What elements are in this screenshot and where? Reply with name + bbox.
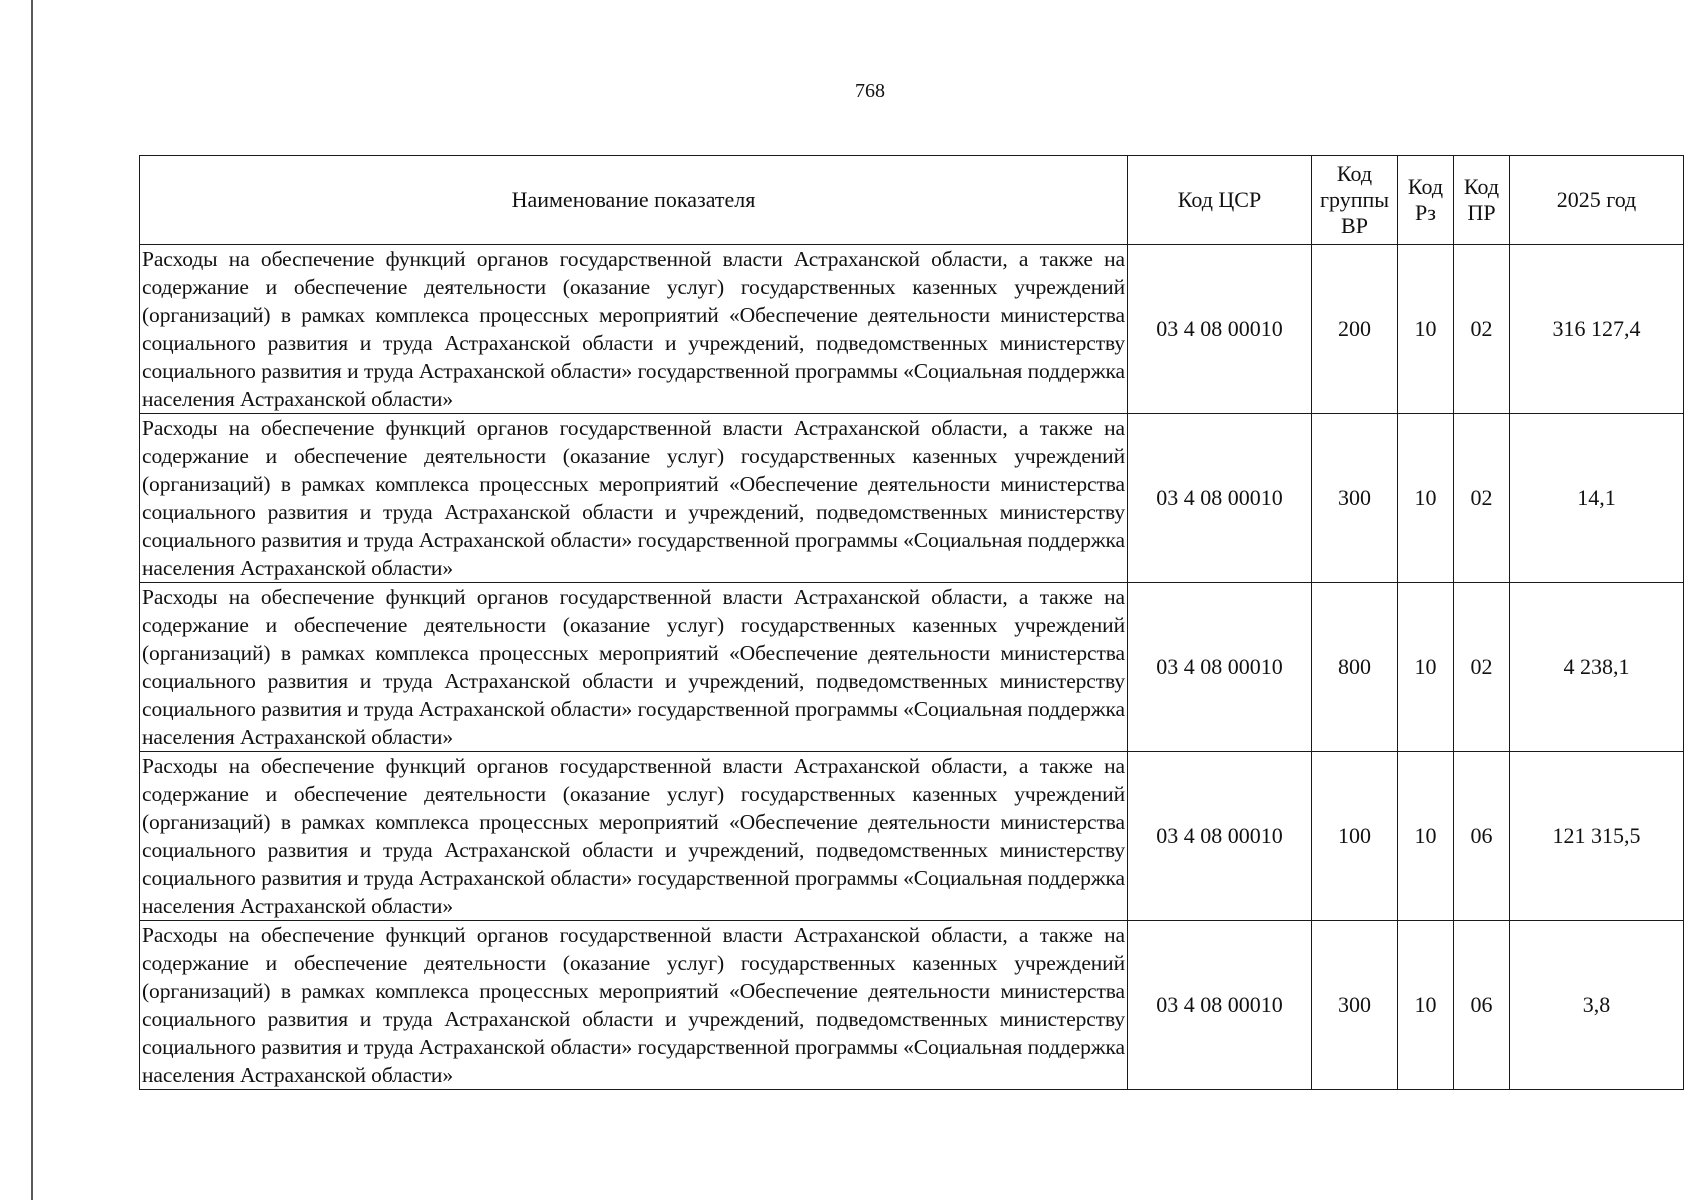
budget-table [139, 155, 1684, 1090]
row-amount: 4 238,1 [1510, 583, 1684, 752]
table-row [140, 245, 1684, 414]
scan-edge-line [31, 0, 33, 1200]
header-vr: Код группы ВР [1312, 156, 1398, 245]
row-amount: 121 315,5 [1510, 752, 1684, 921]
table-row [140, 752, 1684, 921]
row-vr: 200 [1312, 245, 1398, 414]
header-rz: Код Рз [1398, 156, 1454, 245]
header-row [140, 156, 1684, 245]
table-row [140, 583, 1684, 752]
row-pr: 06 [1454, 752, 1510, 921]
row-rz: 10 [1398, 414, 1454, 583]
row-pr: 02 [1454, 414, 1510, 583]
row-vr: 300 [1312, 414, 1398, 583]
row-vr: 100 [1312, 752, 1398, 921]
row-rz: 10 [1398, 583, 1454, 752]
row-amount: 3,8 [1510, 921, 1684, 1090]
row-amount: 316 127,4 [1510, 245, 1684, 414]
header-name: Наименование показателя [140, 156, 1128, 245]
row-csr: 03 4 08 00010 [1128, 583, 1312, 752]
table-row [140, 921, 1684, 1090]
table-header [140, 156, 1684, 245]
row-name: Расходы на обеспечение функций органов государственной власти Астраханской области, а также на содержание и обеспечение деятельности (оказание услуг) государственных казенных учреждений (организаций) в рамках комплекса процессных мероприятий «Обеспечение деятельности министерства социального развития и труда Астраханской области и учреждений, подведомственных министерству социального развития и труда Астраханской области» государственной программы «Социальная поддержка населения Астраханской области» [140, 414, 1128, 583]
row-name: Расходы на обеспечение функций органов государственной власти Астраханской области, а также на содержание и обеспечение деятельности (оказание услуг) государственных казенных учреждений (организаций) в рамках комплекса процессных мероприятий «Обеспечение деятельности министерства социального развития и труда Астраханской области и учреждений, подведомственных министерству социального развития и труда Астраханской области» государственной программы «Социальная поддержка населения Астраханской области» [140, 245, 1128, 414]
row-rz: 10 [1398, 752, 1454, 921]
header-year: 2025 год [1510, 156, 1684, 245]
header-csr: Код ЦСР [1128, 156, 1312, 245]
row-amount: 14,1 [1510, 414, 1684, 583]
row-pr: 06 [1454, 921, 1510, 1090]
row-rz: 10 [1398, 921, 1454, 1090]
row-csr: 03 4 08 00010 [1128, 414, 1312, 583]
row-vr: 300 [1312, 921, 1398, 1090]
row-pr: 02 [1454, 245, 1510, 414]
header-pr: Код ПР [1454, 156, 1510, 245]
row-name: Расходы на обеспечение функций органов государственной власти Астраханской области, а также на содержание и обеспечение деятельности (оказание услуг) государственных казенных учреждений (организаций) в рамках комплекса процессных мероприятий «Обеспечение деятельности министерства социального развития и труда Астраханской области и учреждений, подведомственных министерству социального развития и труда Астраханской области» государственной программы «Социальная поддержка населения Астраханской области» [140, 921, 1128, 1090]
table-body [140, 245, 1684, 1090]
table-row [140, 414, 1684, 583]
row-vr: 800 [1312, 583, 1398, 752]
row-rz: 10 [1398, 245, 1454, 414]
row-csr: 03 4 08 00010 [1128, 245, 1312, 414]
page-number: 768 [855, 80, 885, 102]
row-csr: 03 4 08 00010 [1128, 752, 1312, 921]
row-pr: 02 [1454, 583, 1510, 752]
row-name: Расходы на обеспечение функций органов государственной власти Астраханской области, а также на содержание и обеспечение деятельности (оказание услуг) государственных казенных учреждений (организаций) в рамках комплекса процессных мероприятий «Обеспечение деятельности министерства социального развития и труда Астраханской области и учреждений, подведомственных министерству социального развития и труда Астраханской области» государственной программы «Социальная поддержка населения Астраханской области» [140, 583, 1128, 752]
row-csr: 03 4 08 00010 [1128, 921, 1312, 1090]
row-name: Расходы на обеспечение функций органов государственной власти Астраханской области, а также на содержание и обеспечение деятельности (оказание услуг) государственных казенных учреждений (организаций) в рамках комплекса процессных мероприятий «Обеспечение деятельности министерства социального развития и труда Астраханской области и учреждений, подведомственных министерству социального развития и труда Астраханской области» государственной программы «Социальная поддержка населения Астраханской области» [140, 752, 1128, 921]
